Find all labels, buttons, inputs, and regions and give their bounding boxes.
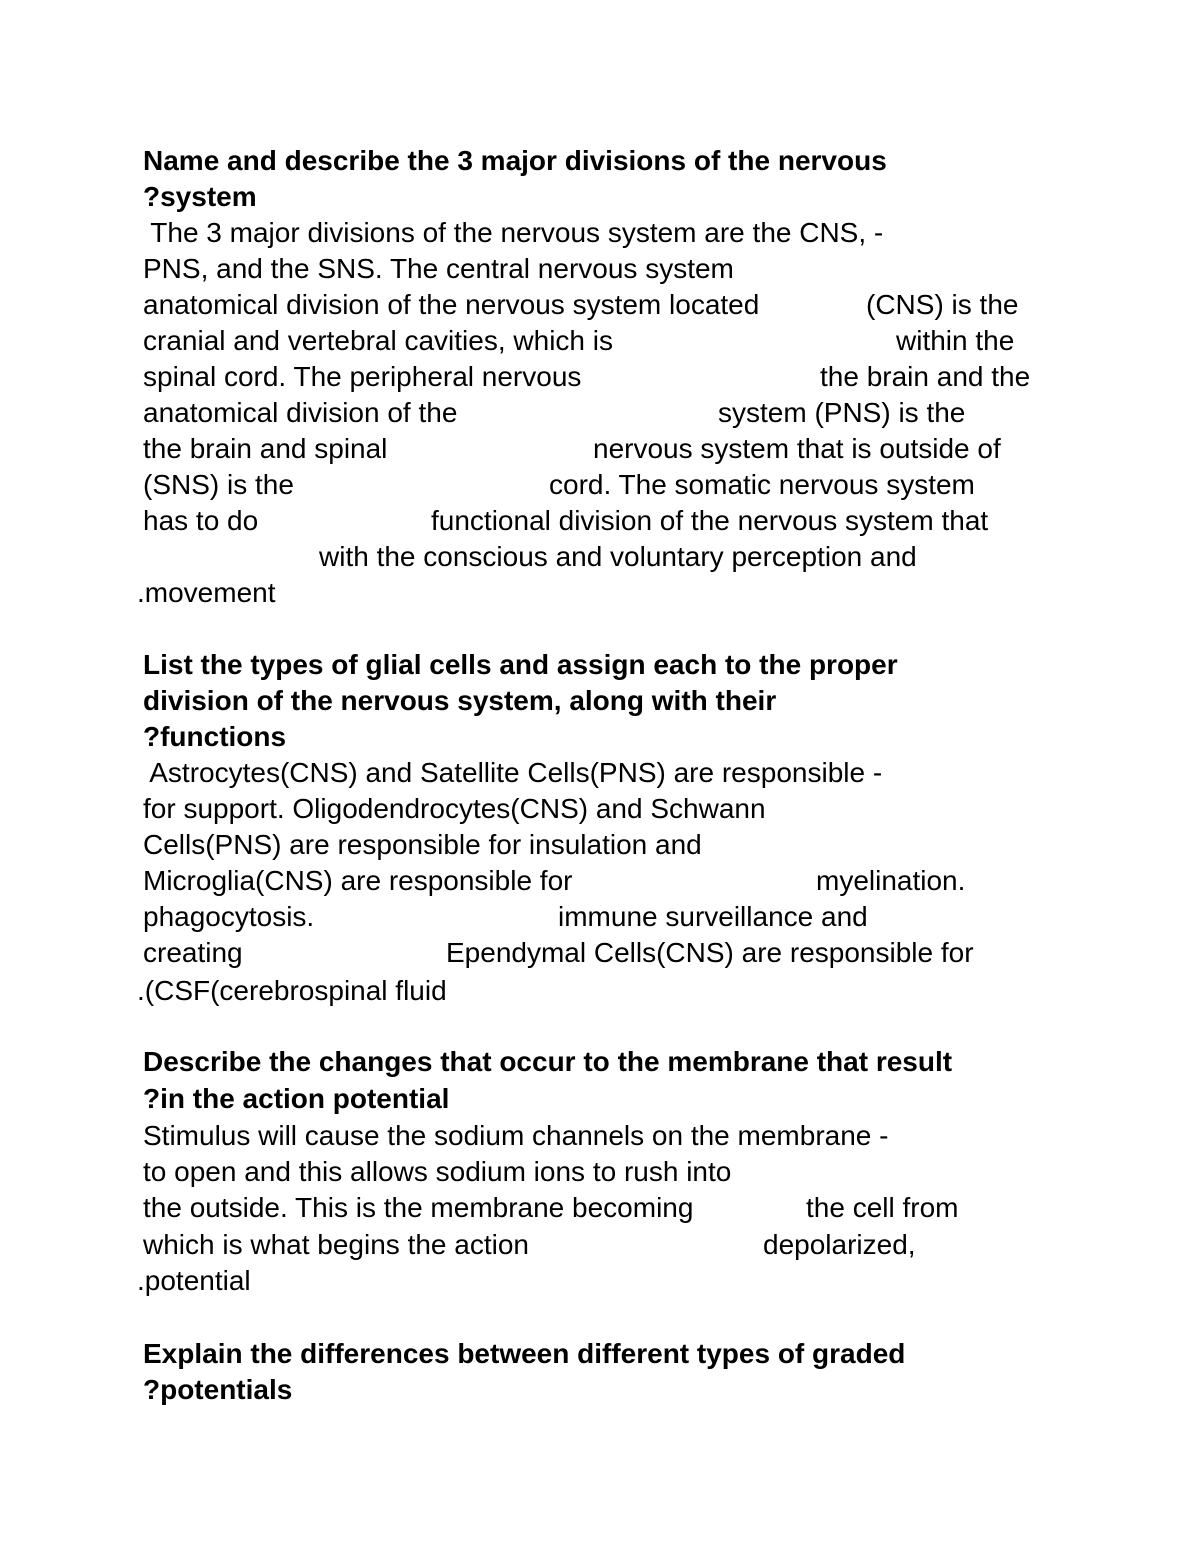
- answer-2-line-7: .(CSF(cerebrospinal fluid: [137, 975, 447, 1006]
- answer-1-line-5b: the brain and the: [820, 361, 1031, 392]
- answer-2-line-4a: Microglia(CNS) are responsible for: [143, 865, 573, 896]
- answer-1-line-6b: system (PNS) is the: [718, 397, 966, 428]
- answer-2-line-1: Astrocytes(CNS) and Satellite Cells(PNS) are responsible -: [143, 757, 883, 788]
- answer-1-line-1: The 3 major divisions of the nervous system are the CNS, -: [143, 217, 884, 248]
- answer-1-line-4b: within the: [896, 325, 1015, 356]
- answer-3-line-4a: which is what begins the action: [143, 1229, 529, 1260]
- question-4-line-1: Explain the differences between different types of graded: [143, 1338, 906, 1369]
- answer-3-line-3a: the outside. This is the membrane becoming: [143, 1192, 694, 1223]
- question-2-line-1: List the types of glial cells and assign each to the proper: [143, 649, 898, 680]
- answer-1-line-3b: (CNS) is the: [866, 289, 1019, 320]
- answer-2-line-5a: phagocytosis.: [143, 901, 315, 932]
- question-4-line-2: ?potentials: [143, 1374, 293, 1405]
- answer-3-line-1: Stimulus will cause the sodium channels on the membrane -: [143, 1120, 889, 1151]
- answer-3-line-5: .potential: [137, 1265, 251, 1296]
- answer-2-line-2: for support. Oligodendrocytes(CNS) and Schwann: [143, 793, 766, 824]
- question-3-line-1: Describe the changes that occur to the membrane that result: [143, 1046, 953, 1077]
- answer-1-line-2: PNS, and the SNS. The central nervous system: [143, 253, 734, 284]
- answer-2-line-4b: myelination.: [816, 865, 966, 896]
- answer-1-line-3a: anatomical division of the nervous system located: [143, 289, 760, 320]
- answer-2-line-3: Cells(PNS) are responsible for insulation and: [143, 829, 702, 860]
- answer-1-line-11: .movement: [137, 577, 276, 608]
- question-1-line-1: Name and describe the 3 major divisions of the nervous: [143, 145, 887, 176]
- question-3-line-2: ?in the action potential: [143, 1083, 450, 1114]
- answer-3-line-3b: the cell from: [806, 1192, 959, 1223]
- question-2-line-2: division of the nervous system, along with their: [143, 685, 777, 716]
- answer-3-line-4b: depolarized,: [763, 1229, 916, 1260]
- answer-2-line-5b: immune surveillance and: [558, 901, 868, 932]
- answer-1-line-5a: spinal cord. The peripheral nervous: [143, 361, 582, 392]
- answer-1-line-4a: cranial and vertebral cavities, which is: [143, 325, 613, 356]
- answer-1-line-8b: cord. The somatic nervous system: [549, 469, 975, 500]
- answer-1-line-10: with the conscious and voluntary perception and: [319, 541, 917, 572]
- answer-3-line-2: to open and this allows sodium ions to rush into: [143, 1156, 732, 1187]
- answer-1-line-9a: has to do: [143, 505, 259, 536]
- answer-2-line-6a: creating: [143, 937, 243, 968]
- answer-2-line-6b: Ependymal Cells(CNS) are responsible for: [446, 937, 974, 968]
- answer-1-line-6a: anatomical division of the: [143, 397, 458, 428]
- answer-1-line-8a: (SNS) is the: [143, 469, 294, 500]
- question-2-line-3: ?functions: [143, 721, 287, 752]
- answer-1-line-7a: the brain and spinal: [143, 433, 388, 464]
- answer-1-line-7b: nervous system that is outside of: [593, 433, 1001, 464]
- question-1-line-2: ?system: [143, 181, 257, 212]
- answer-1-line-9b: functional division of the nervous system that: [431, 505, 989, 536]
